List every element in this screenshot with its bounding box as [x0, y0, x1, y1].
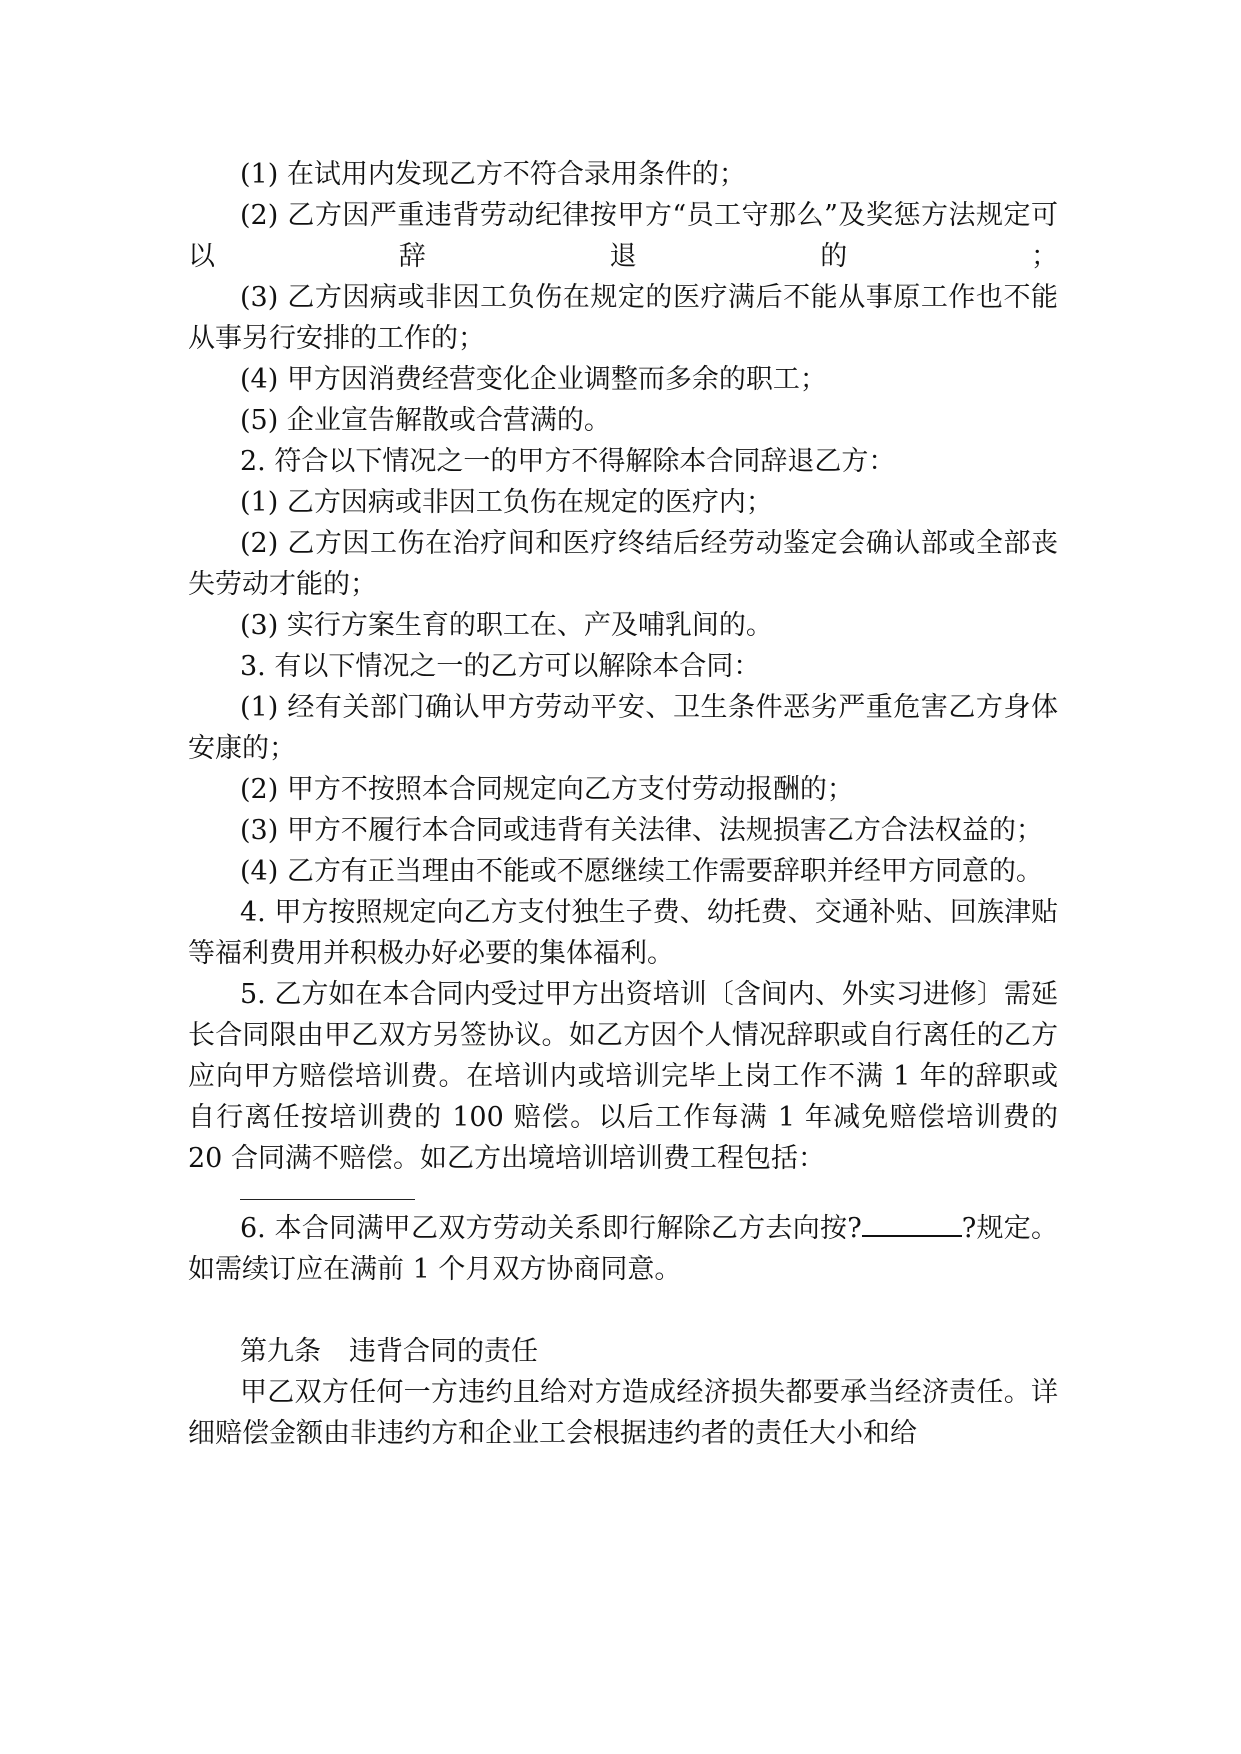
article-9-number: 第九条	[240, 1336, 321, 1367]
clause-6	[188, 1208, 1058, 1290]
clause-1-2: (2) 乙方因严重违背劳动纪律按甲方“员工守那么”及奖惩方法规定可以辞退的；	[188, 200, 1058, 272]
clause-2-1: (1) 乙方因病或非因工负伤在规定的医疗内；	[240, 487, 773, 518]
clause-3-1: (1) 经有关部门确认甲方劳动平安、卫生条件恶劣严重危害乙方身体安康的；	[188, 692, 1058, 764]
paragraph-gap	[188, 1290, 1058, 1331]
article-9-title: 违背合同的责任	[349, 1336, 538, 1367]
clause-6-after: ?规定。如需续订应在满前 1 个月双方协商同意。	[188, 1213, 1058, 1285]
contract-text	[188, 154, 1058, 1454]
clause-3-3: (3) 甲方不履行本合同或违背有关法律、法规损害乙方合法权益的；	[240, 815, 1043, 846]
clause-3-4: (4) 乙方有正当理由不能或不愿继续工作需要辞职并经甲方同意的。	[240, 856, 1043, 887]
clause-3-heading: 3. 有以下情况之一的乙方可以解除本合同：	[240, 651, 761, 682]
clause-1-1: (1) 在试用内发现乙方不符合录用条件的；	[240, 159, 746, 190]
clause-5: 5. 乙方如在本合同内受过甲方出资培训〔含间内、外实习进修〕需延长合同限由甲乙双方另签协议。如乙方因个人情况辞职或自行离任的乙方应向甲方赔偿培训费。在培训内或培训完毕上岗工作不满 1 年的辞职或自行离任按培训费的 100 赔偿。以后工作每满 1 年减免赔偿培训费的 20 合同满不赔偿。如乙方出境培训培训费工程包括：	[188, 979, 1058, 1174]
blank-underline	[862, 1215, 962, 1237]
clause-4: 4. 甲方按照规定向乙方支付独生子费、幼托费、交通补贴、回族津贴等福利费用并积极办好必要的集体福利。	[188, 897, 1058, 969]
article-9-body: 甲乙双方任何一方违约且给对方造成经济损失都要承当经济责任。详细赔偿金额由非违约方和企业工会根据违约者的责任大小和给	[188, 1377, 1058, 1449]
clause-2-2: (2) 乙方因工伤在治疗间和医疗终结后经劳动鉴定会确认部或全部丧失劳动才能的；	[188, 528, 1058, 600]
clause-1-5: (5) 企业宣告解散或合营满的。	[240, 405, 611, 436]
clause-2-heading: 2. 符合以下情况之一的甲方不得解除本合同辞退乙方：	[240, 446, 896, 477]
clause-2-3: (3) 实行方案生育的职工在、产及哺乳间的。	[240, 610, 773, 641]
clause-6-before: 6. 本合同满甲乙双方劳动关系即行解除乙方去向按?	[240, 1213, 862, 1244]
clause-3-2: (2) 甲方不按照本合同规定向乙方支付劳动报酬的；	[240, 774, 854, 805]
fill-in-line	[240, 1199, 415, 1200]
clause-1-3: (3) 乙方因病或非因工负伤在规定的医疗满后不能从事原工作也不能从事另行安排的工作的；	[188, 282, 1058, 354]
article-9-heading	[188, 1331, 1058, 1372]
clause-1-4: (4) 甲方因消费经营变化企业调整而多余的职工；	[240, 364, 827, 395]
